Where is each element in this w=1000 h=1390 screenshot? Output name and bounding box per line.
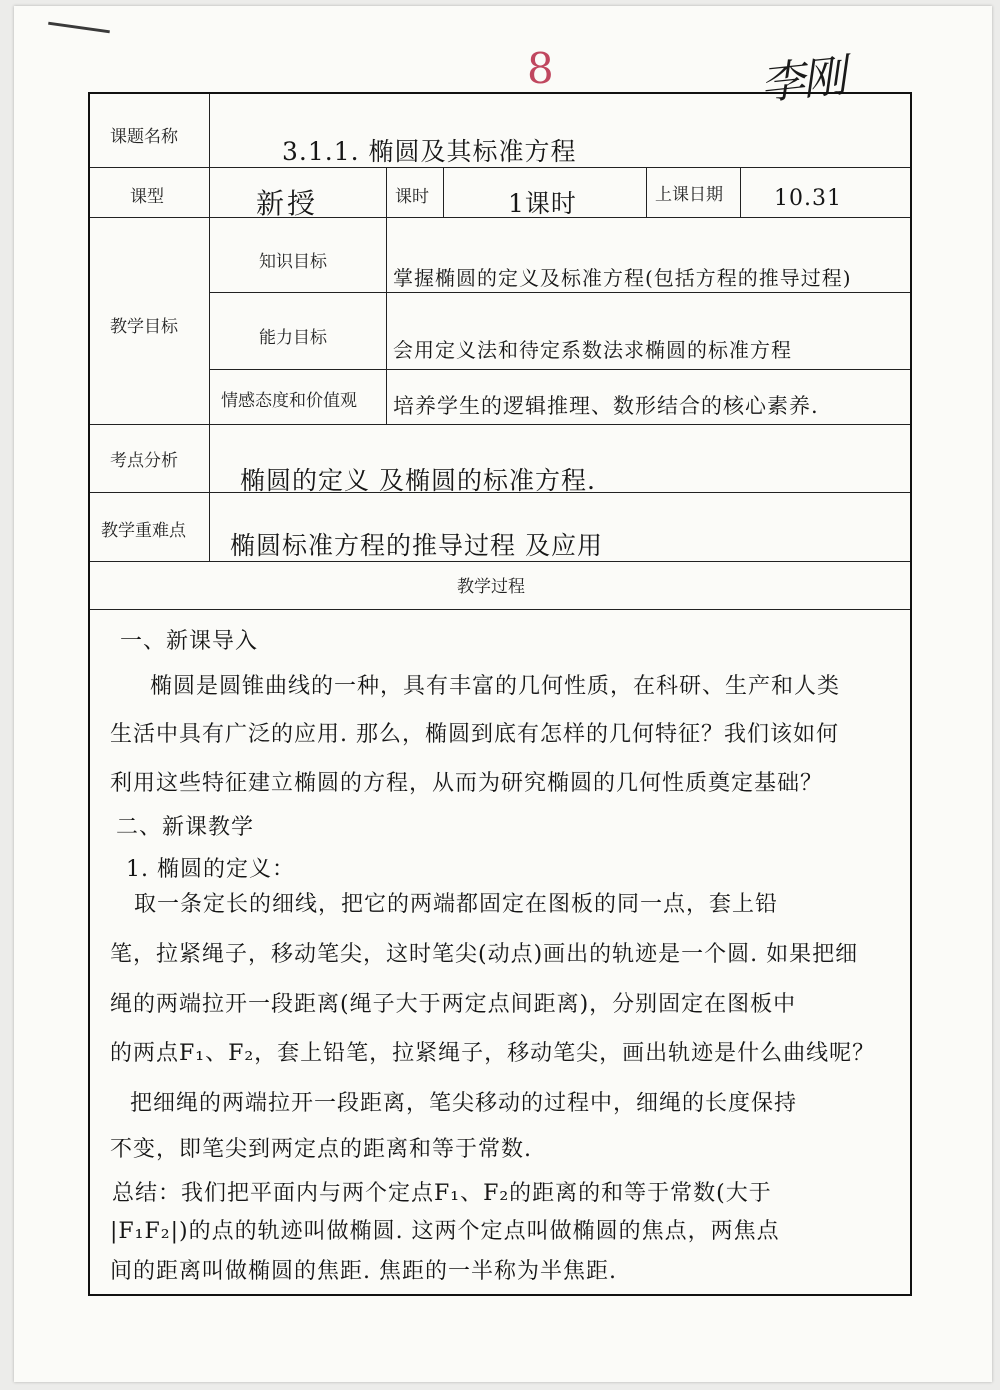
column-divider (386, 167, 387, 424)
lesson-plan-table (88, 92, 912, 1296)
process-line: 取一条定长的细线，把它的两端都固定在图板的同一点，套上铅 (134, 892, 779, 917)
process-line: 把细绳的两端拉开一段距离，笔尖移动的过程中，细绳的长度保持 (130, 1091, 798, 1116)
process-line: 的两点F₁、F₂，套上铅笔，拉紧绳子，移动笔尖，画出轨迹是什么曲线呢？ (110, 1041, 876, 1066)
process-line: 绳的两端拉开一段距离(绳子大于两定点间距离)，分别固定在图板中 (110, 992, 797, 1017)
attitude-value: 培养学生的逻辑推理、数形结合的核心素养. (393, 394, 819, 418)
column-divider (443, 167, 444, 217)
exam-points-value: 椭圆的定义 及椭圆的标准方程. (240, 466, 596, 495)
knowledge-label: 知识目标 (259, 252, 327, 272)
process-line: 总结：我们把平面内与两个定点F₁、F₂的距离的和等于常数(大于 (112, 1181, 772, 1206)
row-divider (90, 424, 910, 425)
objectives-label: 教学目标 (110, 317, 178, 337)
ability-value: 会用定义法和待定系数法求椭圆的标准方程 (393, 338, 792, 362)
process-line: 间的距离叫做椭圆的焦距. 焦距的一半称为半焦距. (110, 1259, 617, 1284)
process-line: |F₁F₂|)的点的轨迹叫做椭圆. 这两个定点叫做椭圆的焦点，两焦点 (110, 1219, 780, 1244)
process-line: 笔，拉紧绳子，移动笔尖，这时笔尖(动点)画出的轨迹是一个圆. 如果把细 (110, 942, 859, 967)
key-points-label: 教学重难点 (101, 521, 186, 541)
date-label: 上课日期 (655, 185, 723, 205)
process-line: 椭圆是圆锥曲线的一种，具有丰富的几何性质，在科研、生产和人类 (150, 674, 841, 699)
knowledge-value: 掌握椭圆的定义及标准方程(包括方程的推导过程) (393, 266, 852, 290)
row-divider (209, 292, 910, 293)
type-value: 新授 (256, 187, 319, 220)
column-divider (209, 94, 210, 561)
attitude-label: 情感态度和价值观 (221, 391, 357, 411)
row-divider (90, 217, 910, 218)
row-divider (209, 369, 910, 370)
topic-label: 课题名称 (110, 127, 178, 147)
handwritten-signature: 李刚 (758, 50, 847, 111)
page-number: 8 (527, 44, 554, 93)
date-value: 10.31 (774, 186, 842, 211)
process-line: 生活中具有广泛的应用. 那么，椭圆到底有怎样的几何特征？我们该如何 (110, 722, 839, 747)
column-divider (646, 167, 647, 217)
process-line: 不变，即笔尖到两定点的距离和等于常数. (110, 1137, 532, 1162)
period-label: 课时 (395, 187, 429, 207)
period-value: 1课时 (508, 189, 577, 218)
process-line: 二、新课教学 (116, 815, 255, 840)
ability-label: 能力目标 (259, 328, 327, 348)
process-line: 利用这些特征建立椭圆的方程，从而为研究椭圆的几何性质奠定基础？ (110, 771, 824, 796)
column-divider (740, 167, 741, 217)
process-label: 教学过程 (457, 577, 525, 597)
exam-points-label: 考点分析 (110, 451, 178, 471)
topic-value: 3.1.1. 椭圆及其标准方程 (282, 137, 577, 166)
key-points-value: 椭圆标准方程的推导过程 及应用 (230, 531, 603, 560)
process-line: 一、新课导入 (120, 629, 259, 654)
process-line: 1. 椭圆的定义： (126, 857, 295, 882)
row-divider (90, 609, 910, 610)
type-label: 课型 (130, 187, 164, 207)
